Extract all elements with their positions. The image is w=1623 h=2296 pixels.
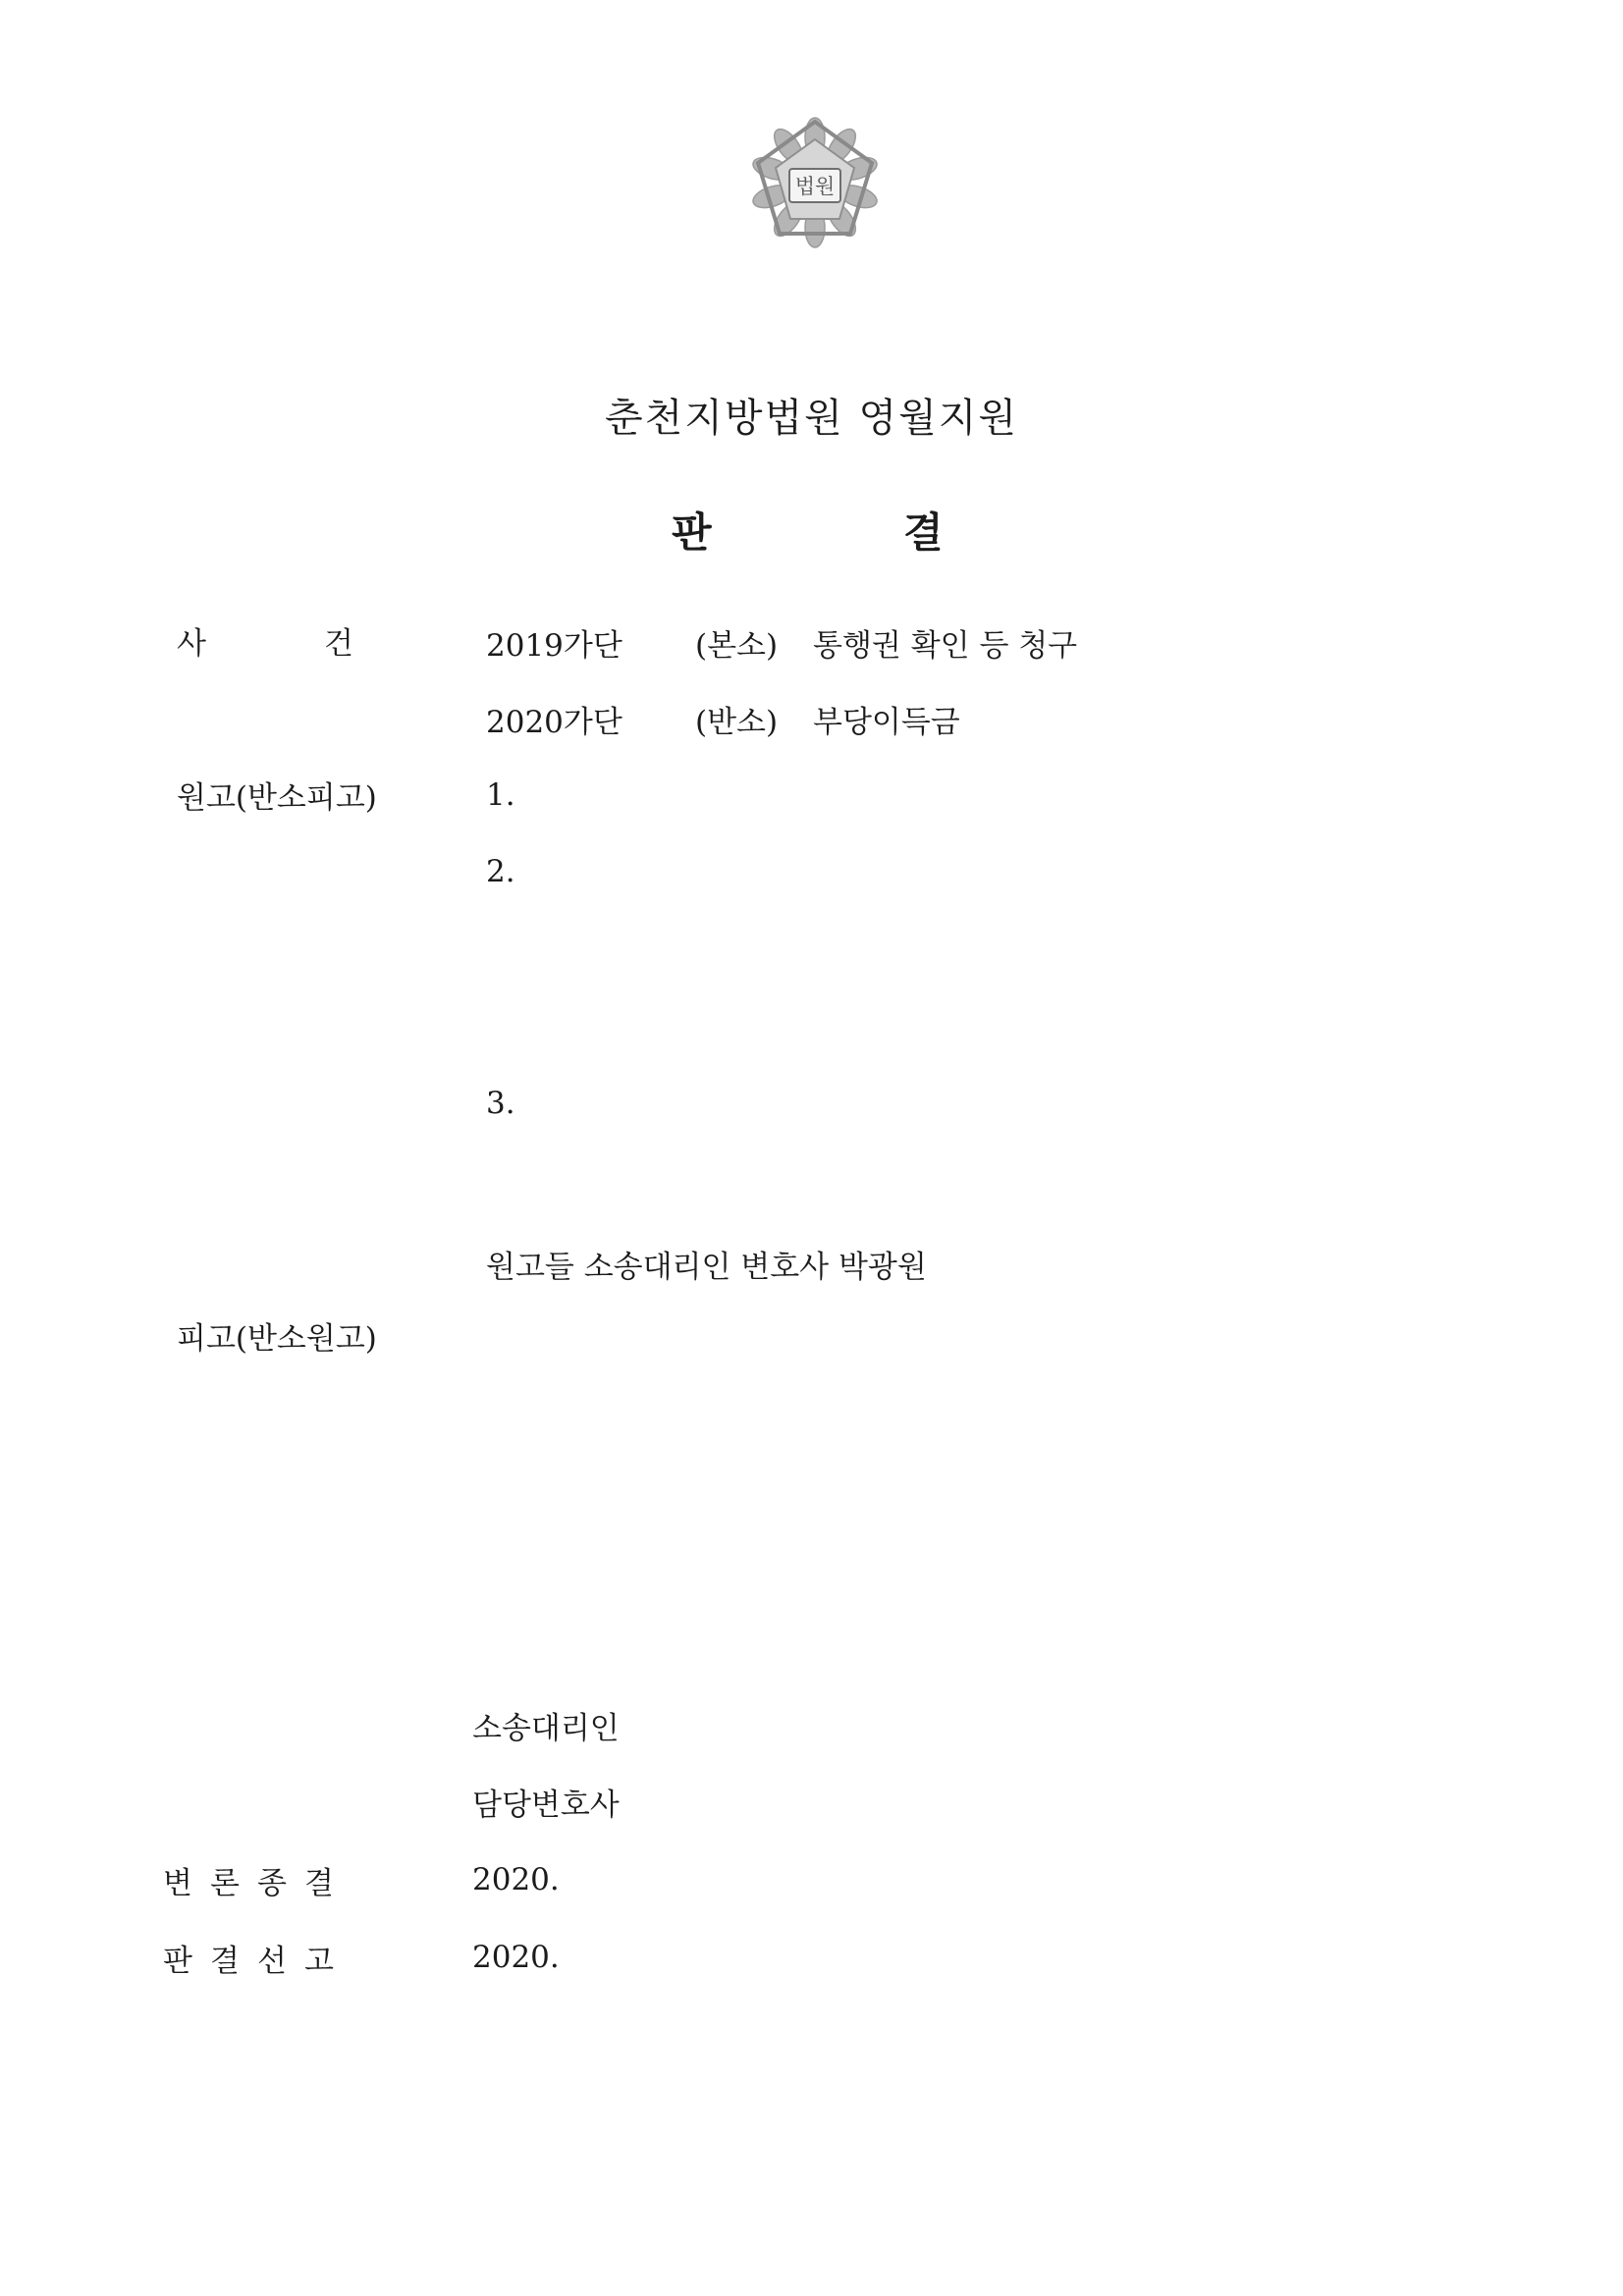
case-type-main: (본소) bbox=[695, 628, 779, 664]
document-title-char-2: 결 bbox=[903, 508, 944, 557]
closing-argument-date: 2020. bbox=[472, 1862, 560, 1897]
case-description-counter: 부당이득금 bbox=[813, 705, 960, 740]
court-seal-logo bbox=[734, 102, 895, 263]
document-title-char-1: 판 bbox=[672, 508, 712, 557]
case-number-counter: 2020가단 bbox=[486, 705, 622, 740]
case-label-char-1: 사 bbox=[177, 626, 206, 662]
closing-argument-label: 변 론 종 결 bbox=[163, 1866, 334, 1901]
court-name: 춘천지방법원 영월지원 bbox=[604, 396, 1019, 441]
plaintiff-counsel: 원고들 소송대리인 변호사 박광원 bbox=[486, 1250, 927, 1285]
plaintiff-label: 원고(반소피고) bbox=[177, 780, 377, 816]
defendant-label: 피고(반소원고) bbox=[177, 1321, 377, 1357]
plaintiff-item-2: 2. bbox=[486, 854, 515, 889]
judgment-pronouncement-label: 판 결 선 고 bbox=[163, 1944, 334, 1979]
case-number-main: 2019가단 bbox=[486, 628, 622, 664]
case-label-char-2: 건 bbox=[324, 626, 353, 662]
case-type-counter: (반소) bbox=[695, 705, 779, 740]
defendant-counsel-label: 소송대리인 bbox=[472, 1711, 620, 1746]
defendant-attorney-label: 담당변호사 bbox=[472, 1788, 620, 1823]
seal-text: 법원 bbox=[794, 175, 836, 198]
case-description-main: 통행권 확인 등 청구 bbox=[813, 628, 1078, 664]
plaintiff-item-1: 1. bbox=[486, 777, 515, 813]
judgment-pronouncement-date: 2020. bbox=[472, 1940, 560, 1975]
plaintiff-item-3: 3. bbox=[486, 1086, 515, 1121]
